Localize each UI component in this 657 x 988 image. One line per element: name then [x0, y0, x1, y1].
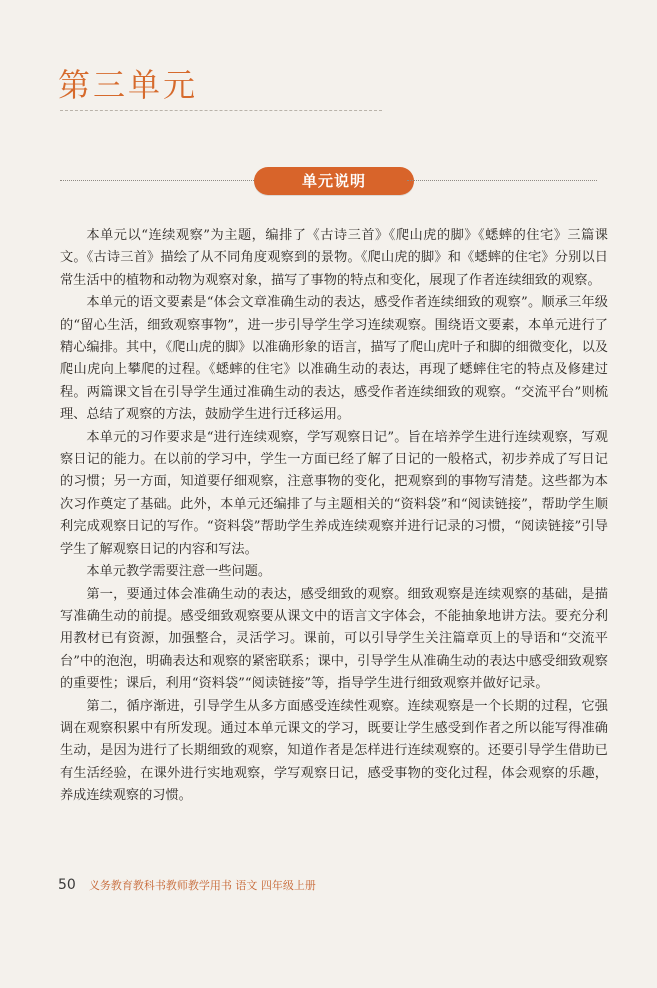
paragraph: 本单元教学需要注意一些问题。 [86, 564, 272, 580]
page-number: 50 [58, 877, 76, 893]
section-divider-left [60, 180, 260, 181]
paragraph: 第二，循序渐进，引导学生从多方面感受连续性观察。连续观察是一个长期的过程，它强调在观察积累中有所发现。通过本单元课文的学习，既要让学生感受到作者之所以能写得准确生动，是因为进行了长期细致的观察，知道作者是怎样进行连续观察的。还要引导学生借助已有生活经验，在课外进行实地观察，学写观察日记，感受事物的变化过程，体会观察的乐趣，养成连续观察的习惯。 [60, 698, 608, 804]
unit-description [60, 225, 608, 808]
unit-title: 第三单元 [58, 66, 199, 104]
page-footer [58, 874, 598, 893]
section-divider-right [407, 180, 597, 181]
book-title: 义务教育教科书教师教学用书 语文 四年级上册 [88, 879, 316, 892]
paragraph: 第一，要通过体会准确生动的表达，感受细致的观察。细致观察是连续观察的基础，是描写准确生动的前提。感受细致观察要从课文中的语言文字体会，不能抽象地讲方法。要充分利用教材已有资源，加强整合，灵活学习。课前，可以引导学生关注篇章页上的导语和“交流平台”中的泡泡，明确表达和观察的紧密联系；课中，引导学生从准确生动的表达中感受细致观察的重要性；课后，利用“资料袋”“阅读链接”等，指导学生进行细致观察并做好记录。 [60, 586, 608, 692]
title-divider [60, 110, 382, 111]
paragraph: 本单元以“连续观察”为主题，编排了《古诗三首》《爬山虎的脚》《蟋蟀的住宅》三篇课文。《古诗三首》描绘了从不同角度观察到的景物。《爬山虎的脚》和《蟋蟀的住宅》分别以日常生活中的植物和动物为观察对象，描写了事物的特点和变化，展现了作者连续细致的观察。 [60, 228, 608, 288]
paragraph: 本单元的语文要素是“体会文章准确生动的表达，感受作者连续细致的观察”。顺承三年级的“留心生活，细致观察事物”，进一步引导学生学习连续观察。围绕语文要素，本单元进行了精心编排。其中，《爬山虎的脚》以准确形象的语言，描写了爬山虎叶子和脚的细微变化，以及爬山虎向上攀爬的过程。《蟋蟀的住宅》以准确生动的表达，再现了蟋蟀住宅的特点及修建过程。两篇课文旨在引导学生通过准确生动的表达，感受作者连续细致的观察。“交流平台”则梳理、总结了观察的方法，鼓励学生进行迁移运用。 [60, 295, 608, 423]
paragraph: 本单元的习作要求是“进行连续观察，学写观察日记”。旨在培养学生进行连续观察，写观察日记的能力。在以前的学习中，学生一方面已经了解了日记的一般格式，初步养成了写日记的习惯；另一方面，知道要仔细观察，注意事物的变化，把观察到的事物写清楚。这些都为本次习作奠定了基础。此外，本单元还编排了与主题相关的“资料袋”和“阅读链接”，帮助学生顺利完成观察日记的写作。“资料袋”帮助学生养成连续观察并进行记录的习惯，“阅读链接”引导学生了解观察日记的内容和写法。 [60, 429, 608, 557]
section-badge: 单元说明 [254, 167, 414, 195]
